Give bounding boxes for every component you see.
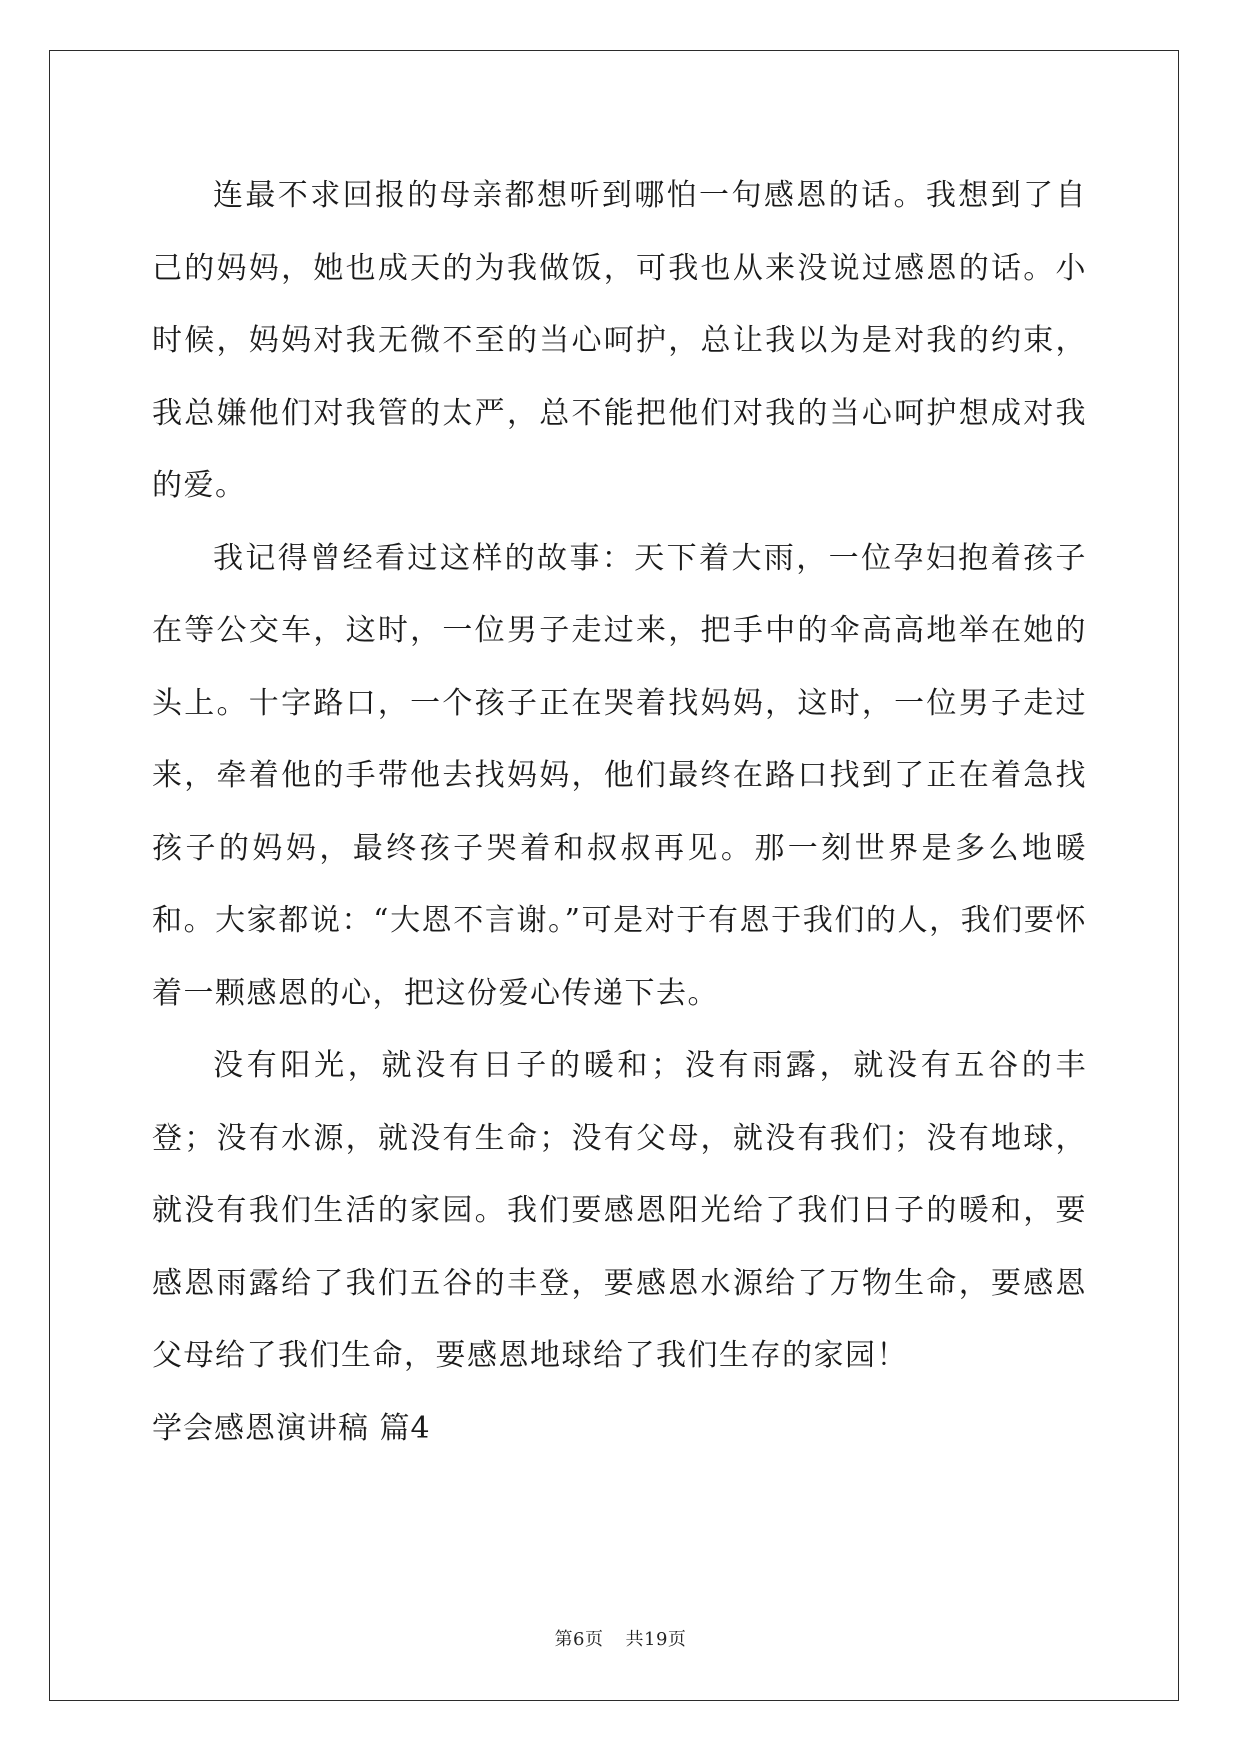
paragraph-2: 我记得曾经看过这样的故事：天下着大雨，一位孕妇抱着孩子在等公交车，这时，一位男子走过来，把手中的伞高高地举在她的头上。十字路口，一个孩子正在哭着找妈妈，这时，一位男子走过来，牵着他的手带他去找妈妈，他们最终在路口找到了正在着急找孩子的妈妈，最终孩子哭着和叔叔再见。那一刻世界是多么地暖和。大家都说：“大恩不言谢。”可是对于有恩于我们的人，我们要怀着一颗感恩的心，把这份爱心传递下去。: [152, 540, 1087, 1011]
paragraph-3: 没有阳光，就没有日子的暖和；没有雨露，就没有五谷的丰登；没有水源，就没有生命；没有父母，就没有我们；没有地球，就没有我们生活的家园。我们要感恩阳光给了我们日子的暖和，要感恩雨露给了我们五谷的丰登，要感恩水源给了万物生命，要感恩父母给了我们生命，要感恩地球给了我们生存的家园！: [152, 1048, 1087, 1373]
paragraph-1: 连最不求回报的母亲都想听到哪怕一句感恩的话。我想到了自己的妈妈，她也成天的为我做饭，可我也从来没说过感恩的话。小时候，妈妈对我无微不至的当心呵护，总让我以为是对我的约束，我总嫌他们对我管的太严，总不能把他们对我的当心呵护想成对我的爱。: [152, 178, 1087, 503]
page-footer: [0, 1625, 1241, 1651]
document-body: [152, 160, 1087, 1465]
total-pages: 共19页: [625, 1629, 687, 1650]
section-heading: 学会感恩演讲稿 篇4: [152, 1410, 431, 1446]
page-number: 第6页: [554, 1629, 604, 1650]
